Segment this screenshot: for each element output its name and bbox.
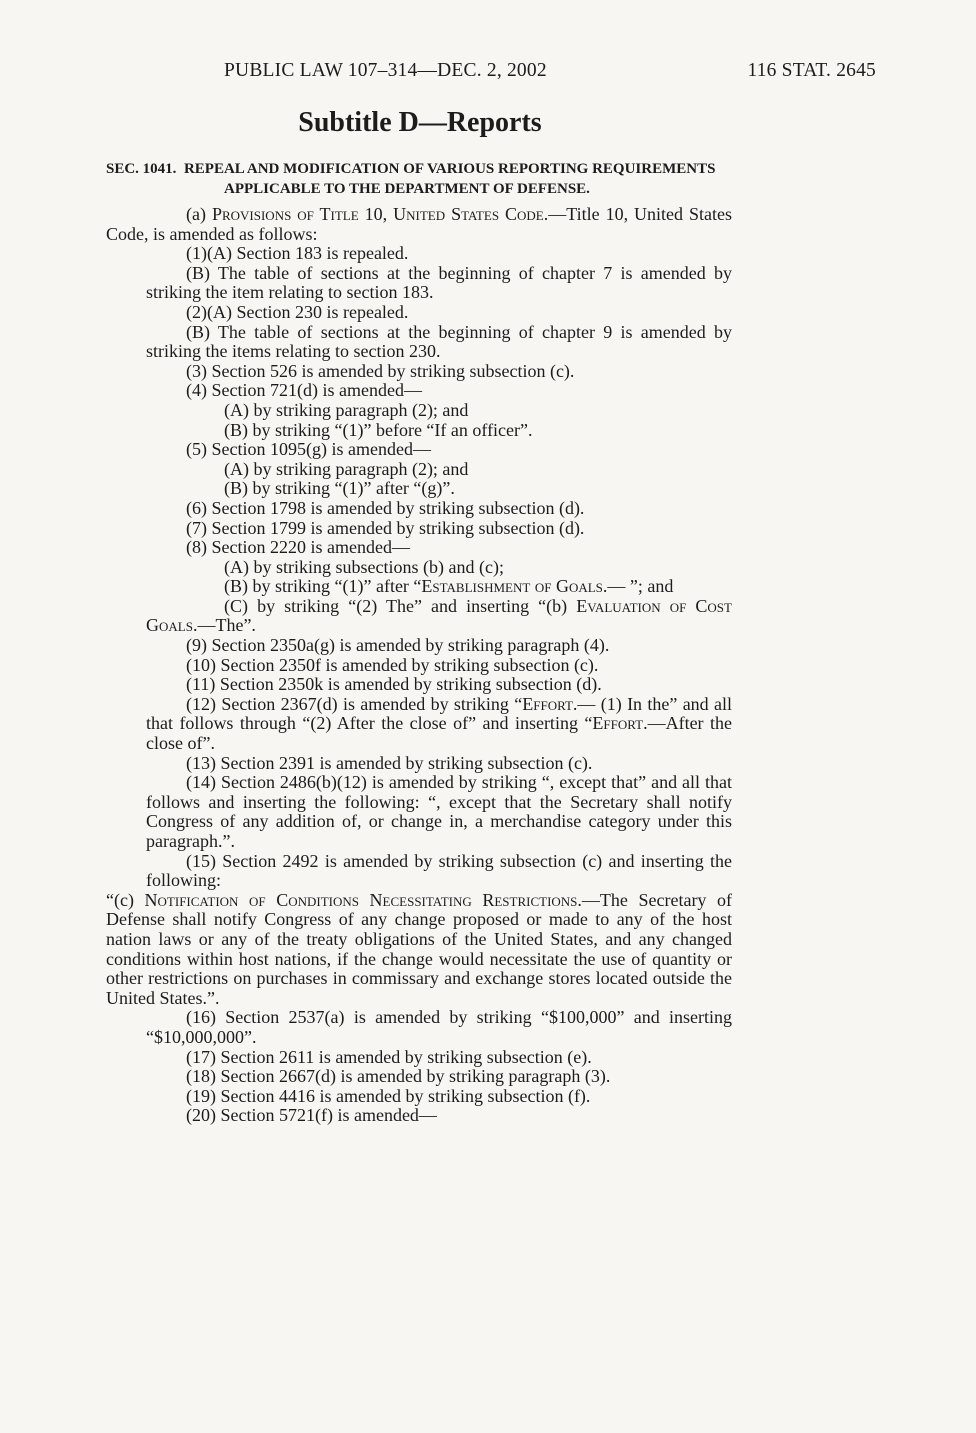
paragraph-4: (4) Section 721(d) is amended— (186, 380, 422, 401)
paragraph-1a: (1)(A) Section 183 is repealed. (186, 243, 409, 264)
paragraph-8b-heading: Establishment of Goals. (421, 576, 608, 597)
paragraph-12-heading-1: Effort. (522, 693, 578, 714)
paragraph-14: (14) Section 2486(b)(12) is amended by striking “, except that” and all that follows and inserting the following: “, except that the Secretary shall notify Congress of any addition of, or change in, a merchandise category under this paragraph.”. (146, 772, 732, 851)
paragraph-8b (106, 577, 732, 597)
paragraph-15-quoted-body: —The Secretary of Defense shall notify Congress of any change proposed or made to any of the host nation laws or any of the treaty obligations of the United States, and any changed conditions within host nations, if the change would necessitate the use of quantity or other restrictions on purchases in commissary and exchange stores located outside the United States.”. (106, 889, 733, 1008)
header-stat-page: 116 STAT. 2645 (747, 60, 876, 81)
paragraph-17: (17) Section 2611 is amended by striking subsection (e). (186, 1046, 592, 1067)
paragraph-12-pre: (12) Section 2367(d) is amended by striking “ (186, 693, 523, 714)
paragraph-4b: (B) by striking “(1)” before “If an officer”. (224, 419, 533, 440)
section-number: SEC. 1041. (106, 161, 177, 177)
paragraph-16: (16) Section 2537(a) is amended by striking “$100,000” and inserting “$10,000,000”. (146, 1007, 732, 1047)
section-heading (106, 160, 732, 199)
paragraph-15-quoted (106, 891, 732, 1009)
paragraph-8c-heading: Evaluation of Cost Goals. (146, 595, 732, 636)
paragraph-8a: (A) by striking subsections (b) and (c); (224, 556, 504, 577)
paragraph-13: (13) Section 2391 is amended by striking subsection (c). (186, 752, 593, 773)
paragraph-2b: (B) The table of sections at the beginning of chapter 9 is amended by striking the items relating to section 230. (146, 321, 732, 362)
subsection-a-label: (a) (186, 204, 212, 224)
paragraph-15: (15) Section 2492 is amended by striking subsection (c) and inserting the following: (146, 850, 732, 891)
document-body (106, 160, 732, 1126)
paragraph-20: (20) Section 5721(f) is amended— (186, 1105, 437, 1126)
paragraph-8: (8) Section 2220 is amended— (186, 537, 410, 558)
paragraph-5: (5) Section 1095(g) is amended— (186, 439, 431, 460)
paragraph-10: (10) Section 2350f is amended by striking subsection (c). (186, 654, 599, 675)
subsection-a (106, 205, 732, 244)
paragraph-8c-pre: (C) by striking “(2) The” and inserting “(b) (224, 595, 577, 616)
paragraph-12 (106, 695, 732, 754)
paragraph-3: (3) Section 526 is amended by striking subsection (c). (186, 360, 575, 381)
paragraph-12-heading-2: Effort. (592, 713, 648, 734)
section-title: REPEAL AND MODIFICATION OF VARIOUS REPORTING REQUIREMENTS APPLICABLE TO THE DEPARTMENT OF DEFENSE. (183, 161, 716, 197)
paragraph-6: (6) Section 1798 is amended by striking subsection (d). (186, 497, 585, 518)
subtitle-heading: Subtitle D—Reports (298, 107, 542, 138)
paragraph-8c (106, 597, 732, 636)
paragraph-4a: (A) by striking paragraph (2); and (224, 399, 469, 420)
paragraph-5a: (A) by striking paragraph (2); and (224, 458, 469, 479)
paragraph-12-mid: — (1) In the” and all that follows through “(2) After the close of” and inserting “ (146, 693, 732, 734)
paragraph-18: (18) Section 2667(d) is amended by striking paragraph (3). (186, 1066, 611, 1087)
paragraph-7: (7) Section 1799 is amended by striking subsection (d). (186, 517, 585, 538)
paragraph-12-post: —After the close of”. (146, 713, 732, 754)
subsection-a-body: —Title 10, United States Code, is amended as follows: (106, 204, 732, 244)
paragraph-5b: (B) by striking “(1)” after “(g)”. (224, 478, 455, 499)
header-law-citation: PUBLIC LAW 107–314—DEC. 2, 2002 (224, 60, 547, 81)
paragraph-1b: (B) The table of sections at the beginning of chapter 7 is amended by striking the item relating to section 183. (146, 262, 732, 303)
paragraph-11: (11) Section 2350k is amended by striking subsection (d). (186, 674, 602, 695)
paragraph-15-quoted-label: “(c) (106, 889, 145, 910)
subsection-a-heading: Provisions of Title 10, United States Code. (211, 204, 549, 224)
paragraph-19: (19) Section 4416 is amended by striking subsection (f). (186, 1085, 591, 1106)
paragraph-15-quoted-heading: Notification of Conditions Necessitating Restrictions. (144, 889, 582, 910)
paragraph-9: (9) Section 2350a(g) is amended by striking paragraph (4). (186, 635, 610, 656)
paragraph-8c-post: —The”. (197, 615, 256, 636)
paragraph-2a: (2)(A) Section 230 is repealed. (186, 301, 409, 322)
paragraph-8b-pre: (B) by striking “(1)” after “ (224, 576, 422, 597)
paragraph-8b-post: — ”; and (607, 576, 674, 597)
